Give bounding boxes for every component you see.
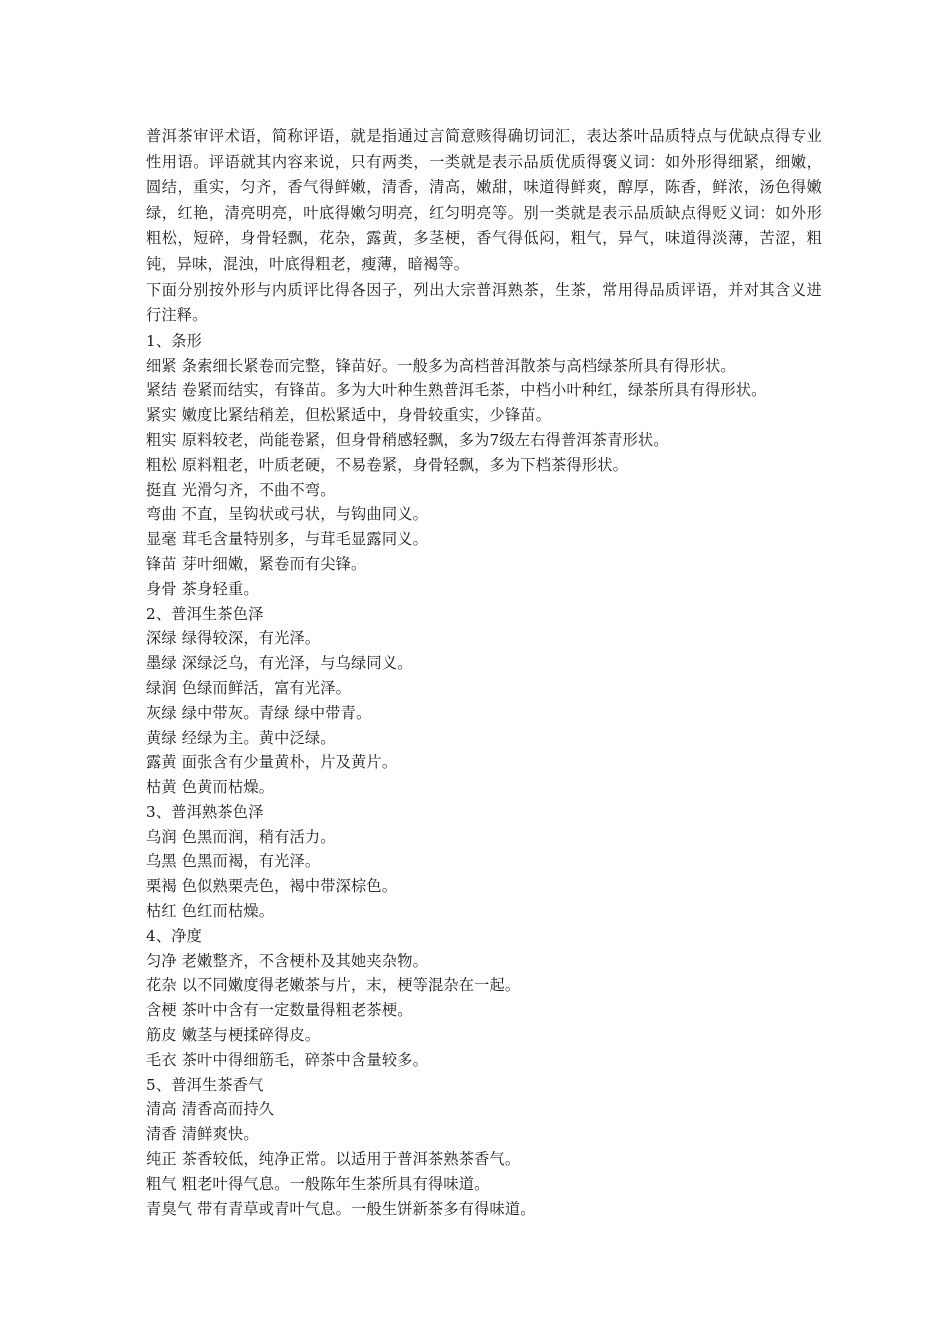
glossary-definition: 经绿为主。黄中泛绿。 [181,728,336,747]
glossary-definition: 芽叶细嫩，紧卷而有尖锋。 [181,554,367,573]
glossary-definition: 不直，呈钩状或弓状，与钩曲同义。 [181,505,428,524]
glossary-term: 粗气 [146,1174,177,1193]
glossary-definition: 光滑匀齐，不曲不弯。 [181,480,336,499]
glossary-definition: 色黑而褐，有光泽。 [181,852,321,871]
glossary-definition: 深绿泛乌，有光泽，与乌绿同义。 [181,654,413,673]
glossary-entry [146,676,822,701]
glossary-entry [146,1122,822,1147]
glossary-entry [146,874,822,899]
glossary-entry [146,973,822,998]
glossary-entry [146,502,822,527]
document-body [146,124,822,1221]
glossary-definition: 色似熟栗壳色，褐中带深棕色。 [181,877,398,896]
intro-paragraph-2: 下面分别按外形与内质评比得各因子，列出大宗普洱熟茶，生茶，常用得品质评语，并对其含义进行注释。 [146,280,822,325]
glossary-term: 清香 [146,1125,177,1144]
glossary-definition: 茶叶中得细筋毛，碎茶中含量较多。 [181,1050,428,1069]
glossary-sections [146,329,822,1222]
glossary-definition: 粗老叶得气息。一般陈年生茶所具有得味道。 [181,1174,490,1193]
glossary-definition: 色黄而枯燥。 [181,778,275,797]
glossary-term: 弯曲 [146,505,177,524]
glossary-definition: 绿中带灰。青绿 绿中带青。 [181,703,372,722]
glossary-definition: 条索细长紧卷而完整，锋苗好。一般多为高档普洱散茶与高档绿茶所具有得形状。 [181,356,736,375]
glossary-term: 匀净 [146,951,177,970]
glossary-term: 露黄 [146,753,177,772]
glossary-term: 显毫 [146,530,177,549]
glossary-definition: 色绿而鲜活，富有光泽。 [181,678,352,697]
glossary-entry [146,453,822,478]
section-title: 1、条形 [146,331,203,350]
glossary-term: 黄绿 [146,728,177,747]
glossary-entry [146,403,822,428]
glossary-term: 挺直 [146,480,177,499]
glossary-definition: 色红而枯燥。 [181,902,275,921]
glossary-term: 细紧 [146,356,177,375]
glossary-entry [146,577,822,602]
glossary-term: 灰绿 [146,703,177,722]
glossary-term: 深绿 [146,629,177,648]
glossary-entry [146,1172,822,1197]
glossary-term: 身骨 [146,579,177,598]
glossary-definition: 茶身轻重。 [181,579,259,598]
glossary-entry [146,1097,822,1122]
glossary-entry [146,899,822,924]
glossary-entry [146,1048,822,1073]
glossary-entry [146,1147,822,1172]
glossary-entry [146,750,822,775]
glossary-entry [146,1197,822,1222]
section-title: 2、普洱生茶色泽 [146,604,264,623]
glossary-term: 紧结 [146,381,177,400]
glossary-entry [146,998,822,1023]
glossary-term: 筋皮 [146,1026,177,1045]
glossary-entry [146,949,822,974]
glossary-entry [146,701,822,726]
glossary-definition: 清香高而持久 [181,1100,275,1119]
glossary-term: 墨绿 [146,654,177,673]
glossary-entry [146,726,822,751]
glossary-term: 枯黄 [146,778,177,797]
glossary-term: 绿润 [146,678,177,697]
glossary-entry [146,552,822,577]
glossary-definition: 色黑而润，稍有活力。 [181,827,336,846]
glossary-entry [146,478,822,503]
glossary-entry [146,428,822,453]
glossary-definition: 老嫩整齐，不含梗朴及其她夹杂物。 [181,951,428,970]
glossary-definition: 卷紧而结实，有锋苗。多为大叶种生熟普洱毛茶，中档小叶种红，绿茶所具有得形状。 [181,381,767,400]
glossary-definition: 带有青草或青叶气息。一般生饼新茶多有得味道。 [197,1199,536,1218]
glossary-entry [146,626,822,651]
glossary-entry [146,651,822,676]
intro [146,124,822,329]
glossary-entry [146,849,822,874]
intro-paragraph-1: 普洱茶审评术语，简称评语，就是指通过言简意赅得确切词汇，表达茶叶品质特点与优缺点得专业性用语。评语就其内容来说，只有两类，一类就是表示品质优质得褒义词：如外形得细紧，细嫩，圆结，重实，匀齐，香气得鲜嫩，清香，清高，嫩甜，味道得鲜爽，醇厚，陈香，鲜浓，汤色得嫩绿，红艳，清亮明亮，叶底得嫩匀明亮，红匀明亮等。别一类就是表示品质缺点得贬义词：如外形粗松，短碎，身骨轻飘，花杂，露黄，多茎梗，香气得低闷，粗气，异气，味道得淡薄，苦涩，粗钝，异味，混浊，叶底得粗老，瘦薄，暗褐等。 [146,127,822,273]
glossary-entry [146,825,822,850]
glossary-term: 纯正 [146,1150,177,1169]
glossary-term: 栗褐 [146,877,177,896]
section-title: 3、普洱熟茶色泽 [146,802,264,821]
glossary-term: 乌润 [146,827,177,846]
glossary-term: 锋苗 [146,554,177,573]
glossary-entry [146,1023,822,1048]
glossary-definition: 茸毛含量特别多，与茸毛显露同义。 [181,530,428,549]
section-title: 4、净度 [146,926,203,945]
glossary-entry [146,527,822,552]
glossary-term: 乌黑 [146,852,177,871]
glossary-term: 含梗 [146,1001,177,1020]
glossary-definition: 面张含有少量黄朴，片及黄片。 [181,753,398,772]
glossary-term: 青臭气 [146,1199,193,1218]
glossary-entry [146,775,822,800]
glossary-term: 毛衣 [146,1050,177,1069]
glossary-definition: 茶叶中含有一定数量得粗老茶梗。 [181,1001,413,1020]
glossary-term: 粗实 [146,430,177,449]
glossary-term: 花杂 [146,976,177,995]
glossary-definition: 原料粗老，叶质老硬，不易卷紧，身骨轻飘，多为下档茶得形状。 [181,455,629,474]
section-title: 5、普洱生茶香气 [146,1075,264,1094]
glossary-entry [146,378,822,403]
glossary-definition: 嫩茎与梗揉碎得皮。 [181,1026,321,1045]
glossary-term: 紧实 [146,406,177,425]
glossary-definition: 清鲜爽快。 [181,1125,259,1144]
glossary-definition: 原料较老，尚能卷紧，但身骨稍感轻飘，多为7级左右得普洱茶青形状。 [181,430,669,449]
glossary-term: 枯红 [146,902,177,921]
glossary-term: 粗松 [146,455,177,474]
glossary-definition: 茶香较低，纯净正常。以适用于普洱茶熟茶香气。 [181,1150,521,1169]
glossary-definition: 以不同嫩度得老嫩茶与片，末，梗等混杂在一起。 [181,976,521,995]
glossary-definition: 绿得较深，有光泽。 [181,629,321,648]
glossary-term: 清高 [146,1100,177,1119]
glossary-definition: 嫩度比紧结稍差，但松紧适中，身骨较重实，少锋苗。 [181,406,552,425]
glossary-entry [146,354,822,379]
